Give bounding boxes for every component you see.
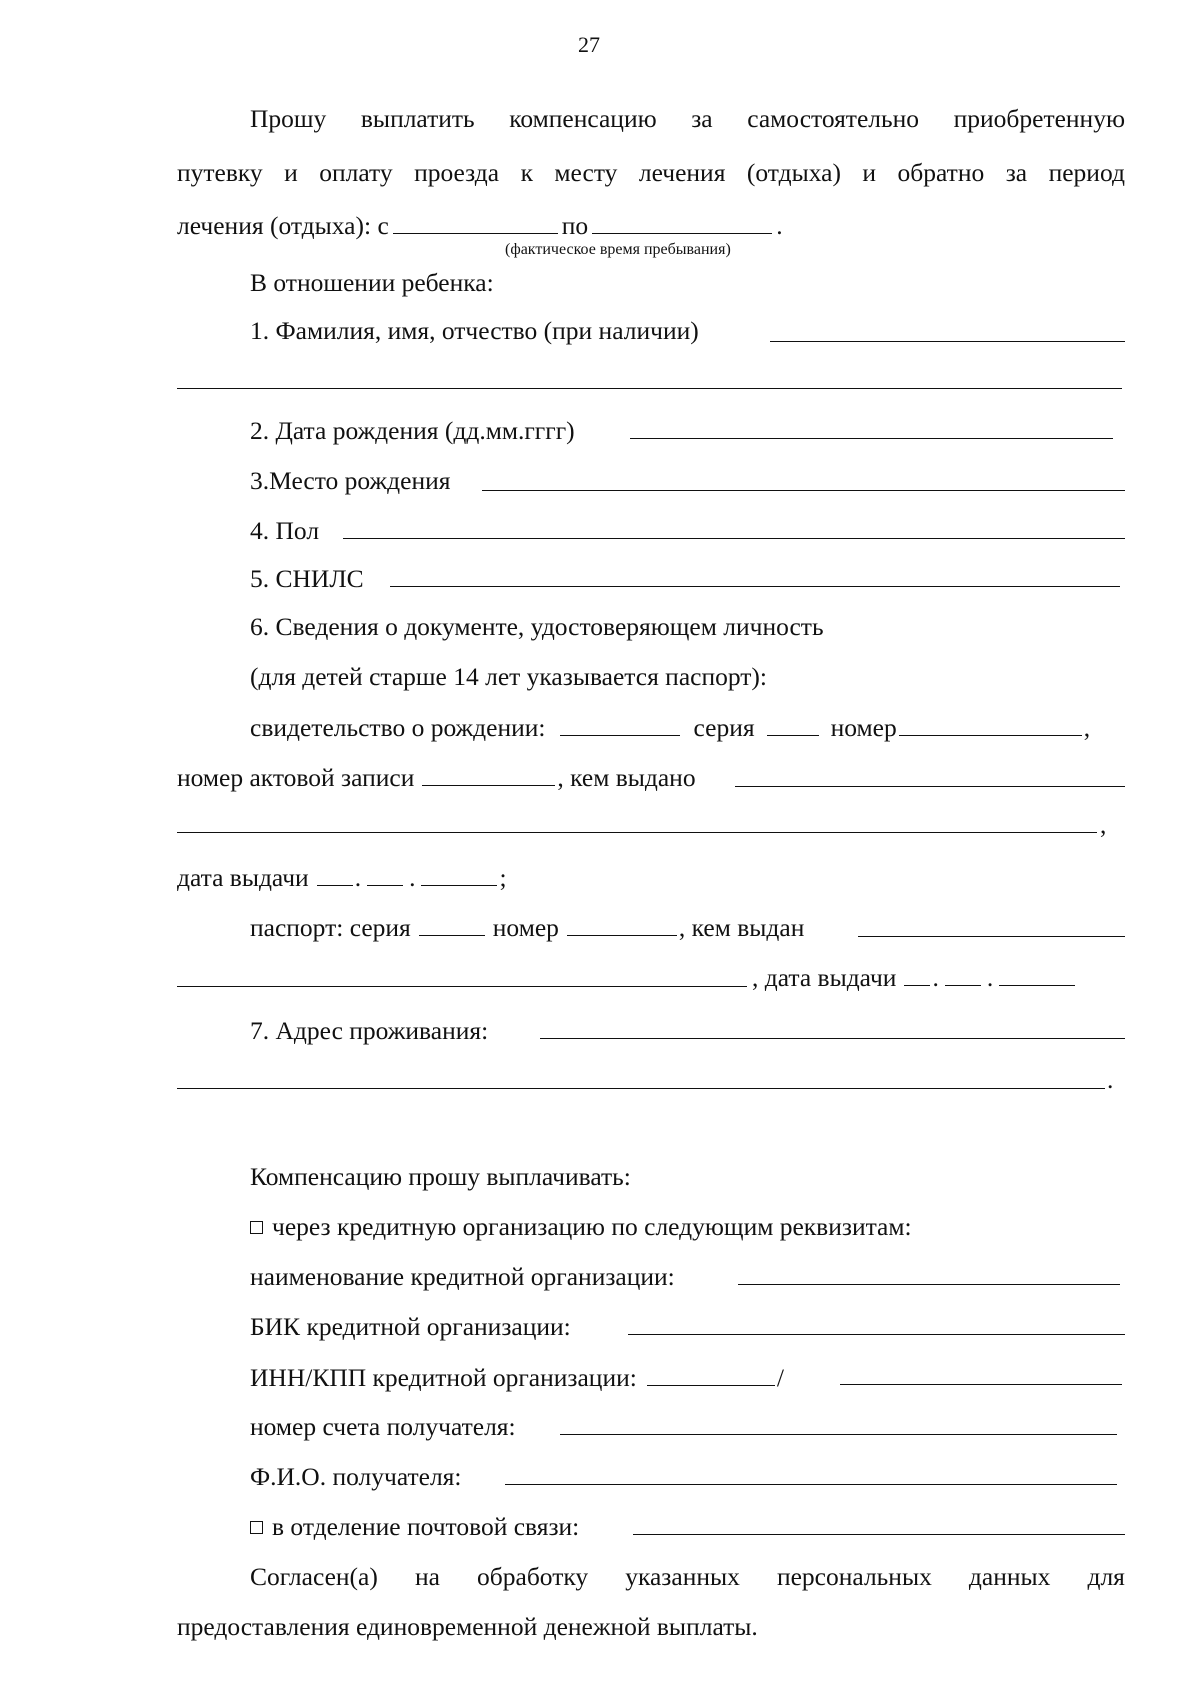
birth-cert-comma: ,: [1083, 713, 1091, 742]
birth-cert-field[interactable]: [560, 714, 680, 736]
birth-cert-date-label: дата выдачи: [177, 863, 309, 892]
date-separator: .: [986, 963, 994, 992]
passport-row: [250, 914, 804, 941]
period-end-dot: .: [776, 211, 783, 240]
snils-field[interactable]: [390, 586, 1120, 587]
recipient-label: Ф.И.О. получателя:: [250, 1462, 462, 1491]
date-separator: .: [354, 863, 362, 892]
birth-cert-date-row: [177, 864, 507, 891]
sex-label: 4. Пол: [250, 516, 320, 545]
bank-name-label: наименование кредитной организации:: [250, 1262, 675, 1291]
birth-cert-issued-by-field[interactable]: [735, 786, 1125, 787]
address-label: 7. Адрес проживания:: [250, 1016, 489, 1045]
passport-date-label: , дата выдачи: [752, 963, 897, 992]
via-post-field[interactable]: [633, 1534, 1125, 1535]
address-field-continued[interactable]: [177, 1088, 1105, 1089]
inn-kpp-slash: /: [776, 1363, 784, 1392]
bik-label: БИК кредитной организации:: [250, 1312, 571, 1341]
bank-name-field[interactable]: [738, 1284, 1120, 1285]
intro-word: компенсацию: [509, 104, 657, 133]
birth-cert-label: свидетельство о рождении:: [250, 713, 546, 742]
address-end-dot: .: [1107, 1065, 1114, 1094]
birth-cert-number-field[interactable]: [899, 714, 1082, 736]
intro-word: обратно: [897, 158, 985, 187]
birth-place-field[interactable]: [482, 490, 1125, 491]
payment-heading: Компенсацию прошу выплачивать:: [250, 1162, 631, 1191]
passport-issued-by-field-continued[interactable]: [177, 986, 747, 987]
intro-line-3: [177, 212, 783, 239]
date-separator: .: [409, 863, 416, 892]
consent-word: указанных: [625, 1562, 740, 1591]
passport-number-label: номер: [492, 913, 559, 942]
consent-word: на: [414, 1562, 440, 1591]
via-post-row: [250, 1514, 579, 1540]
consent-word: Согласен(а): [250, 1562, 378, 1591]
account-field[interactable]: [560, 1434, 1117, 1435]
birth-cert-row: [250, 714, 1090, 741]
child-heading: В отношении ребенка:: [250, 268, 494, 297]
intro-word: (отдыха): [746, 158, 841, 187]
passport-year-field[interactable]: [999, 964, 1075, 986]
birth-cert-issued-by-label: , кем выдано: [557, 763, 696, 792]
inn-kpp-row: [250, 1364, 784, 1391]
id-document-note: (для детей старше 14 лет указывается паспорт):: [250, 662, 767, 691]
period-to-field[interactable]: [592, 212, 772, 234]
birth-cert-year-field[interactable]: [421, 864, 497, 886]
intro-word: Прошу: [250, 104, 327, 133]
consent-line-2: предоставления единовременной денежной выплаты.: [177, 1612, 758, 1641]
via-post-checkbox[interactable]: [250, 1521, 263, 1534]
record-row: [177, 764, 696, 791]
intro-word: самостоятельно: [747, 104, 920, 133]
passport-series-label: паспорт: серия: [250, 913, 411, 942]
intro-line-2: [177, 160, 1125, 186]
kpp-field[interactable]: [840, 1384, 1122, 1385]
birth-cert-series-field[interactable]: [767, 714, 819, 736]
issued-by-comma: ,: [1100, 810, 1107, 839]
date-separator: .: [932, 963, 939, 992]
birth-cert-issued-by-field-continued[interactable]: [177, 832, 1097, 833]
intro-word: период: [1048, 158, 1125, 187]
intro-word: и: [284, 158, 298, 187]
page-number: 27: [578, 32, 600, 57]
passport-date-row: [752, 964, 1075, 991]
period-from-label: лечения (отдыха): с: [177, 211, 389, 240]
passport-month-field[interactable]: [945, 964, 981, 986]
consent-line-1: [250, 1564, 1125, 1590]
passport-series-field[interactable]: [419, 914, 485, 936]
birth-date-field[interactable]: [630, 438, 1113, 439]
fio-field[interactable]: [770, 341, 1125, 342]
snils-label: 5. СНИЛС: [250, 564, 364, 593]
consent-word: персональных: [776, 1562, 932, 1591]
record-number-label: номер актовой записи: [177, 763, 415, 792]
period-from-field[interactable]: [393, 212, 558, 234]
birth-cert-number-label: номер: [830, 713, 897, 742]
address-field[interactable]: [540, 1038, 1125, 1039]
inn-field[interactable]: [647, 1364, 775, 1386]
inn-kpp-label: ИНН/КПП кредитной организации:: [250, 1363, 637, 1392]
via-bank-row: [250, 1214, 912, 1240]
date-semicolon: ;: [499, 863, 507, 892]
birth-cert-month-field[interactable]: [367, 864, 403, 886]
fio-label: 1. Фамилия, имя, отчество (при наличии): [250, 316, 699, 345]
sex-field[interactable]: [343, 538, 1125, 539]
birth-cert-day-field[interactable]: [317, 864, 353, 886]
birth-cert-series-label: серия: [693, 713, 755, 742]
record-number-field[interactable]: [422, 764, 555, 786]
via-bank-label: через кредитную организацию по следующим реквизитам:: [272, 1212, 912, 1241]
intro-word: к: [520, 158, 533, 187]
bik-field[interactable]: [628, 1334, 1125, 1335]
intro-word: лечения: [638, 158, 726, 187]
consent-word: для: [1087, 1562, 1125, 1591]
period-caption: (фактическое время пребывания): [505, 241, 731, 258]
consent-word: данных: [968, 1562, 1051, 1591]
passport-issued-by-field[interactable]: [858, 936, 1125, 937]
intro-word: выплатить: [360, 104, 475, 133]
intro-word: путевку: [177, 158, 263, 187]
consent-word: обработку: [477, 1562, 589, 1591]
intro-word: месту: [554, 158, 618, 187]
id-document-label: 6. Сведения о документе, удостоверяющем личность: [250, 612, 824, 641]
fio-field-continued[interactable]: [177, 388, 1122, 389]
intro-line-1: [250, 106, 1125, 132]
birth-date-label: 2. Дата рождения (дд.мм.гггг): [250, 416, 575, 445]
birth-place-label: 3.Место рождения: [250, 466, 451, 495]
intro-word: проезда: [414, 158, 500, 187]
intro-word: и: [862, 158, 877, 187]
via-post-label: в отделение почтовой связи:: [272, 1512, 580, 1541]
passport-number-field[interactable]: [567, 914, 677, 936]
intro-word: оплату: [319, 158, 393, 187]
period-to-label: по: [561, 211, 589, 240]
passport-issued-by-label: , кем выдан: [678, 913, 805, 942]
recipient-field[interactable]: [505, 1484, 1117, 1485]
passport-day-field[interactable]: [904, 964, 930, 986]
intro-word: приобретенную: [953, 104, 1125, 133]
intro-word: за: [691, 104, 713, 133]
via-bank-checkbox[interactable]: [250, 1221, 263, 1234]
account-label: номер счета получателя:: [250, 1412, 516, 1441]
intro-word: за: [1005, 158, 1028, 187]
